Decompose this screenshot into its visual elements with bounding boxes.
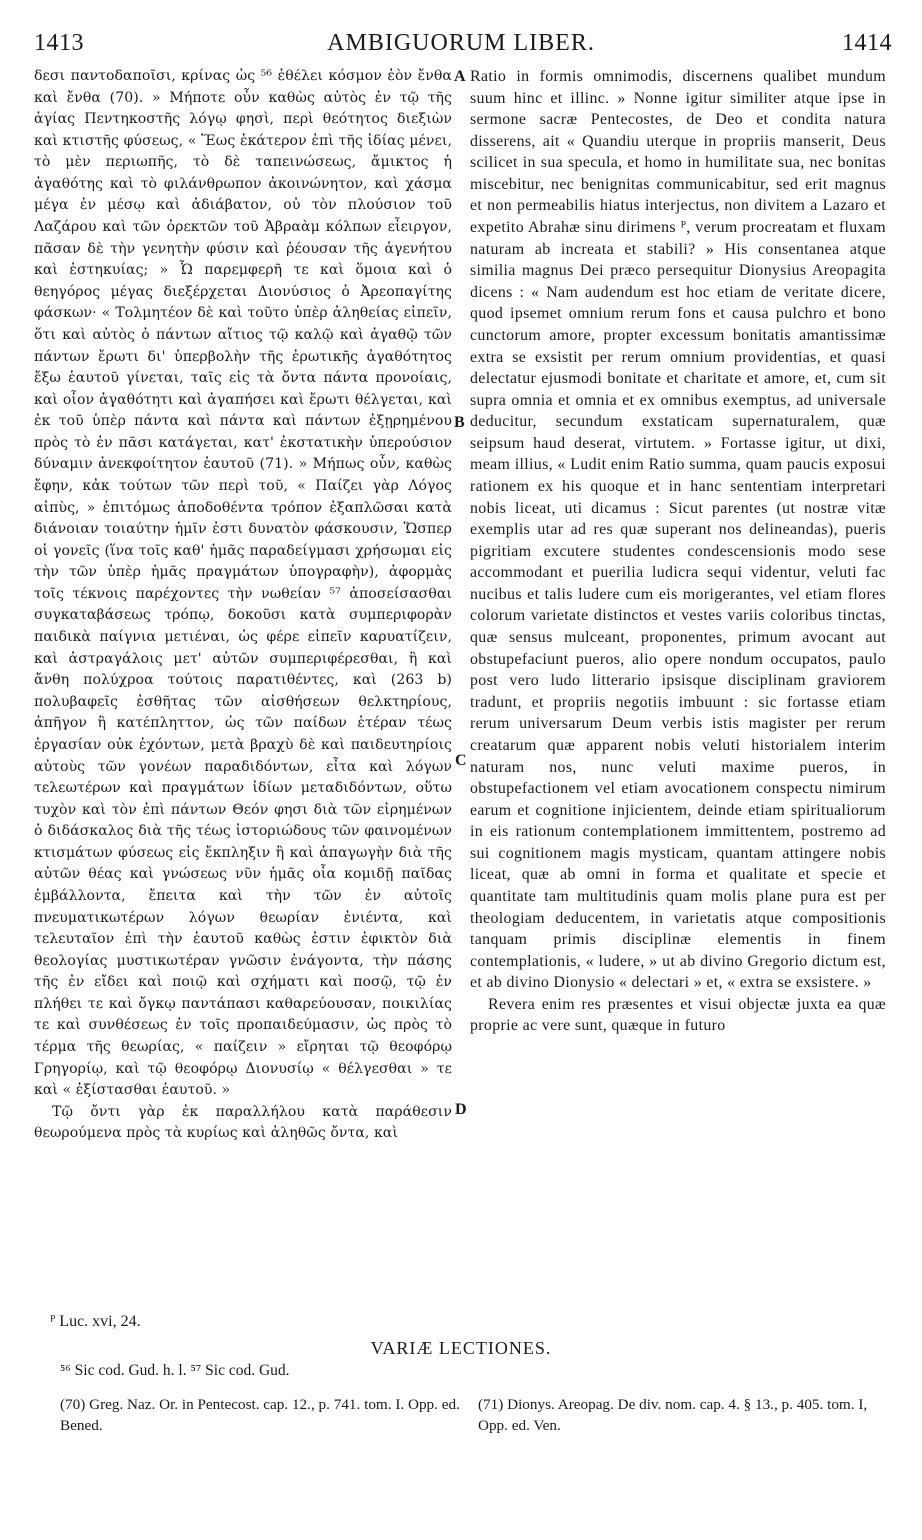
margin-marker-a: A [454,68,466,85]
variae-lectiones-title: VARIÆ LECTIONES. [370,1338,552,1358]
greek-paragraph-2: Τῷ ὄντι γὰρ ἐκ παραλλήλου κατὰ παράθεσιν θεωρούμενα πρὸς τὰ κυρίως καὶ ἀληθῶς ὄντα, καὶ [34,1103,452,1142]
scripture-footnote: ᴾ Luc. xvi, 24. [50,1313,141,1330]
margin-marker-b: B [454,414,465,431]
latin-column [470,66,886,1037]
variae-lectiones-line: ⁵⁶ Sic cod. Gud. h. l. ⁵⁷ Sic cod. Gud. [60,1362,290,1379]
margin-marker-d: D [455,1101,467,1118]
latin-paragraph-1: Ratio in formis omnimodis, discernens qualibet mundum suum hinc et illinc. » Nonne igitur similiter atque ipse in sermone sacræ Pentecostes, de Deo et condita natura disserens, ait « Quandiu uterque in propriis manserit, Deus scilicet in sua specula, et homo in humilitate sua, nec bonitas miscebitur, nec benignitas communicabitur, sed erit magnus et non permeabilis hiatus interjectus, non divitem a Lazaro et expetito Abrahæ sinu dirimens ᴾ, verum procreatam et fluxam naturam ab increata et stabili? » His consentanea atque similia magnus Dei præco persequitur Dionysius Areopagita dicens : « Nam audendum est hoc etiam de veritate dicere, quod ipsemet omnium rerum fons et causa pulchro et bono cunctorum amore, propter excessum bonitatis amantissimæ extra se exsistit per rerum omnium providentias, et quasi delectatur ejusmodi bonitate et charitate et amore, et, cum sit supra omnia et omnia et ex omnibus exemptus, ad universale deducitur, secundum exstaticam supernaturalem, quæ seipsum haud deserat, virtutem. » Fortasse igitur, ut dixi, meam illius, « Ludit enim Ratio summa, quam paucis exposui rationem ex his quoque et in hanc sententiam interpretari nobis liceat, uti dicamus : Sicut parentes (ut nostræ vitæ exemplis utar ad res quæ superant nos delineandas), pueris pigritiam excutere studentes condescensionis modo sese accommodant et puerilia ludicra sequi videntur, veluti fac nucibus et talis ludere cum eis morigerantes, vel etiam flores colorum varietate distinctos et vestes variis coloribus tinctas, quæ sensus mulceant, proponentes, primum avocant aut obstupefaciunt pueros, alio opere nondum occupatos, paulo post vero ludo litterario ipsisque disciplinam graviorem tradunt, et propriis negotiis imbuunt : sic fortasse etiam rerum universarum Deum verbis istis magister per rerum creatarum quæ apparent nobis veluti historialem interim naturam nos, nunc veluti maxime pueros, in obstupefactionem vel etiam avocationem conspectu nimirum earum et cognitione injicientem, deinde etiam spiritualiorum in eis rationum contemplationem immittentem, postremo ad sui cognitionem magis mysticam, quantam attingere nobis liceat, quæ ab omni in forma et qualitate et specie et quantitate tam multitudinis quam molis plane pura est per theologiam deducentem, in varietatis atque compositionis tanquam primis disciplinæ elementis in finem contemplationis, « ludere, » ut ab divino Gregorio dictum est, et ab divino Dionysio « delectari » et, « extra se exsistere. » [470,68,886,992]
note-70: (70) Greg. Naz. Or. in Pentecost. cap. 12., p. 741. tom. I. Opp. ed. Bened. [60,1396,460,1434]
right-page-number: 1414 [842,30,892,56]
running-title: AMBIGUORUM LIBER. [327,30,595,56]
greek-column [34,66,452,1145]
note-71: (71) Dionys. Areopag. De div. nom. cap. 4. § 13., p. 405. tom. I, Opp. ed. Ven. [478,1396,868,1434]
margin-marker-c: C [455,752,467,769]
left-page-number: 1413 [34,30,84,56]
latin-paragraph-2: Revera enim res præsentes et visui objectæ juxta ea quæ proprie ac vere sunt, quæque in futuro [470,995,886,1035]
greek-paragraph-1: δεσι παντοδαποῖσι, κρίνας ὡς ⁵⁶ ἐθέλει κόσμον ἐὸν ἔνθα καὶ ἔνθα (70). » Μήποτε οὖν καθὼς αὐτὸς ἐν τῷ τῆς ἁγίας Πεντηκοστῆς λόγῳ φησὶ, περὶ θεότητος διεξιὼν καὶ κτιστῆς φύσεως, « Ἕως ἑκάτερον ἐπὶ τῆς ἰδίας μένει, τὸ μὲν περιωπῆς, τὸ δὲ ταπεινώσεως, ἄμικτος ἡ ἀγαθότης καὶ τὸ φιλάνθρωπον ἀκοινώνητον, καὶ χάσμα μέγα ἐν μέσῳ καὶ ἀδιάβατον, οὐ τὸν πλούσιον τοῦ Λαζάρου καὶ τῶν ὀρεκτῶν τοῦ Ἀβραὰμ κόλπων εἶειργον, πᾶσαν δὲ τὴν γενητὴν φύσιν καὶ ῥέουσαν τῆς ἀγενήτου καὶ ἑστηκυίας; » Ὦ παρεμφερῆ τε καὶ ὅμοια καὶ ὁ θεηγόρος μέγας διεξέρχεται Διονύσιος ὁ Ἀρεοπαγίτης φάσκων· « Τολμητέον δὲ καὶ τοῦτο ὑπὲρ ἀληθείας εἰπεῖν, ὅτι καὶ αὐτὸς ὁ πάντων αἴτιος τῷ καλῷ καὶ ἀγαθῷ τῶν πάντων ἔρωτι δι' ὑπερβολὴν τῆς ἐρωτικῆς ἀγαθότητος ἔξω ἑαυτοῦ γίνεται, ταῖς εἰς τὰ ὄντα πάντα προνοίαις, καὶ οἷον ἀγαθότητι καὶ ἀγαπήσει καὶ ἔρωτι θέλγεται, καὶ ἐκ τοῦ ὑπὲρ πάντα καὶ πάντα καὶ πάντων ἐξῃρημένου πρὸς τὸ ἐν πᾶσι κατάγεται, κατ' ἐκστατικὴν ὑπερούσιον δύναμιν ἀνεκφοίτητον ἑαυτοῦ (71). » Μήπως οὖν, καθὼς ἔφην, κἀκ τούτων τῶν περὶ τοῦ, « Παίζει γὰρ Λόγος αἰπὺς, » ἐπιτόμως ἀποδοθέντα τρόπον ἐξαπλῶσαι κατὰ διάνοιαν τοιαύτην ἡμῖν ἐστι δυνατὸν φάσκουσιν, Ὥσπερ οἱ γονεῖς (ἵνα τοῖς καθ' ἡμᾶς παραδείγμασι χρήσωμαι εἰς τὴν τῶν ὑπὲρ ἡμᾶς πραγμάτων ὑπογραφὴν), ἀφορμὰς τοῖς τέκνοις παρέχοντες τὴν νωθείαν ⁵⁷ ἀποσείσασθαι συγκαταβάσεως τρόπῳ, δοκοῦσι κατὰ συμπεριφορὰν παιδικὰ παίγνια μετιέναι, ὡς φέρε εἰπεῖν καρυατίζειν, καὶ ἀστραγάλοις μετ' αὐτῶν συμπεριφέρεσθαι, ἢ καὶ ἄνθη πολύχροα τούτοις παρατιθέντες, καὶ (263 b) πολυβαφεῖς ἐσθῆτας τῶν αἰσθήσεων θελκτηρίους, ἀπῆγον ἢ κατέπληττον, ὡς τῶν παίδων ἑτέραν τέως ἐργασίαν οὐκ ἐχόντων, μετὰ βραχὺ δὲ καὶ παιδευτηρίοις αὐτοὺς τῶν γονέων παραδιδόντων, εἶτα καὶ λόγων τελεωτέρων καὶ πραγμάτων ἰδίων μεταδιδόντων, οὕτω τυχὸν καὶ τὸν ἐπὶ πάντων Θεόν φησι διὰ τῶν εἰρημένων ὁ διδάσκαλος διὰ τῆς τέως ἱστοριώδους τῶν φαινομένων κτισμάτων φύσεως εἰς ἔκπληξιν ἢ καὶ ἀπαγωγὴν διὰ τῆς αὐτῶν θέας καὶ γνώσεως νῦν ἡμᾶς οἷα κομιδῇ παῖδας ἐμβάλλοντα, ἔπειτα καὶ τὴν τῶν ἐν αὐτοῖς πνευματικωτέρων λόγων θεωρίαν ἐνιέντα, καὶ τελευταῖον ἐπὶ τὴν ἑαυτοῦ καθὼς ἐστιν ἐφικτὸν διὰ θεολογίας μυστικωτέραν γνῶσιν ἐνάγοντα, τὴν πάσης τῆς ἐν εἴδει καὶ ποιῷ καὶ σχήματι καὶ ποσῷ, τῷ ἐν πλήθει τε καὶ ὄγκῳ παντάπασι καθαρεύουσαν, ποικιλίας τε καὶ συνθέσεως ἐν τοῖς προπαιδεύμασιν, ὡς πρὸς τὸ τέρμα τῆς θεωρίας, « παίζειν » εἴρηται τῷ θεοφόρῳ Γρηγορίῳ, καὶ τῷ θεοφόρῳ Διονυσίῳ « θέλγεσθαι » τε καὶ « ἐξίστασθαι ἑαυτοῦ. » [34,68,452,1099]
